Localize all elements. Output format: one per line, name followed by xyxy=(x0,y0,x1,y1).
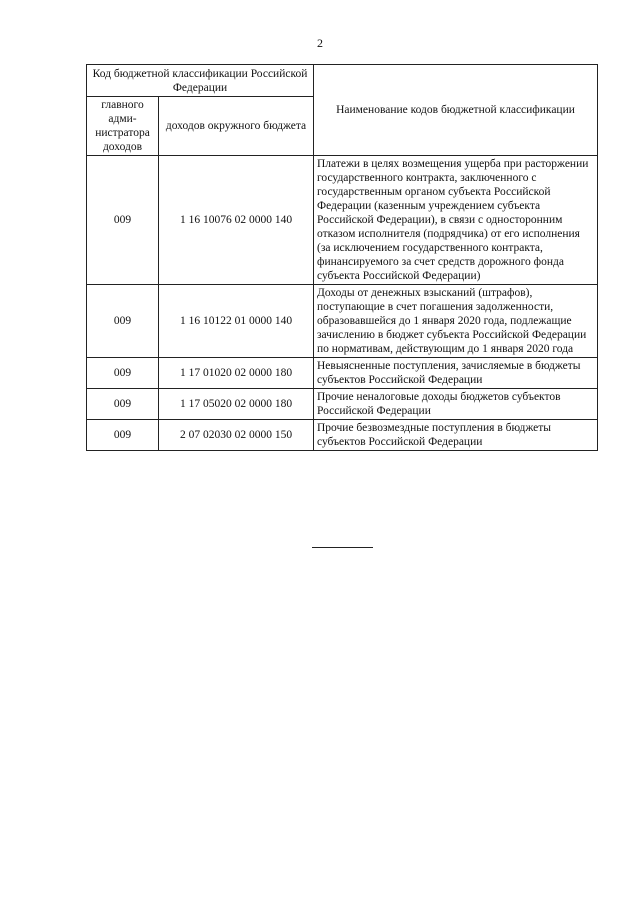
admin-code-cell: 009 xyxy=(87,389,159,420)
table-row xyxy=(87,358,598,389)
header-group-title: Код бюджетной классификации Российской Федерации xyxy=(87,65,314,97)
income-code-cell: 1 17 05020 02 0000 180 xyxy=(159,389,314,420)
header-col-income: доходов окружного бюджета xyxy=(159,97,314,156)
code-name-cell: Прочие неналоговые доходы бюджетов субъектов Российской Федерации xyxy=(314,389,598,420)
table-header-row-1 xyxy=(87,65,598,97)
code-name-cell: Платежи в целях возмещения ущерба при расторжении государственного контракта, заключенного с государственным органом субъекта Российской Федерации (казенным учреждением субъекта Российской Федерации), в связи с односторонним отказом исполнителя (подрядчика) от его исполнения (за исключением государственного контракта, финансируемого за счет средств дорожного фонда субъекта Российской Федерации) xyxy=(314,156,598,285)
income-code-cell: 1 17 01020 02 0000 180 xyxy=(159,358,314,389)
header-col-admin: главного адми-нистратора доходов xyxy=(87,97,159,156)
code-name-cell: Невыясненные поступления, зачисляемые в бюджеты субъектов Российской Федерации xyxy=(314,358,598,389)
table-row xyxy=(87,420,598,451)
code-name-cell: Доходы от денежных взысканий (штрафов), поступающие в счет погашения задолженности, образовавшейся до 1 января 2020 года, подлежащие зачислению в бюджет субъекта Российской Федерации по нормативам, действующим до 1 января 2020 года xyxy=(314,285,598,358)
code-name-cell: Прочие безвозмездные поступления в бюджеты субъектов Российской Федерации xyxy=(314,420,598,451)
page-number: 2 xyxy=(317,36,323,50)
table-row xyxy=(87,389,598,420)
table-row xyxy=(87,285,598,358)
header-col-name: Наименование кодов бюджетной классификации xyxy=(314,65,598,156)
income-code-cell: 2 07 02030 02 0000 150 xyxy=(159,420,314,451)
budget-classification-table xyxy=(86,64,598,451)
end-of-document-divider xyxy=(312,547,373,548)
admin-code-cell: 009 xyxy=(87,420,159,451)
table-row xyxy=(87,156,598,285)
admin-code-cell: 009 xyxy=(87,358,159,389)
income-code-cell: 1 16 10076 02 0000 140 xyxy=(159,156,314,285)
admin-code-cell: 009 xyxy=(87,285,159,358)
admin-code-cell: 009 xyxy=(87,156,159,285)
income-code-cell: 1 16 10122 01 0000 140 xyxy=(159,285,314,358)
